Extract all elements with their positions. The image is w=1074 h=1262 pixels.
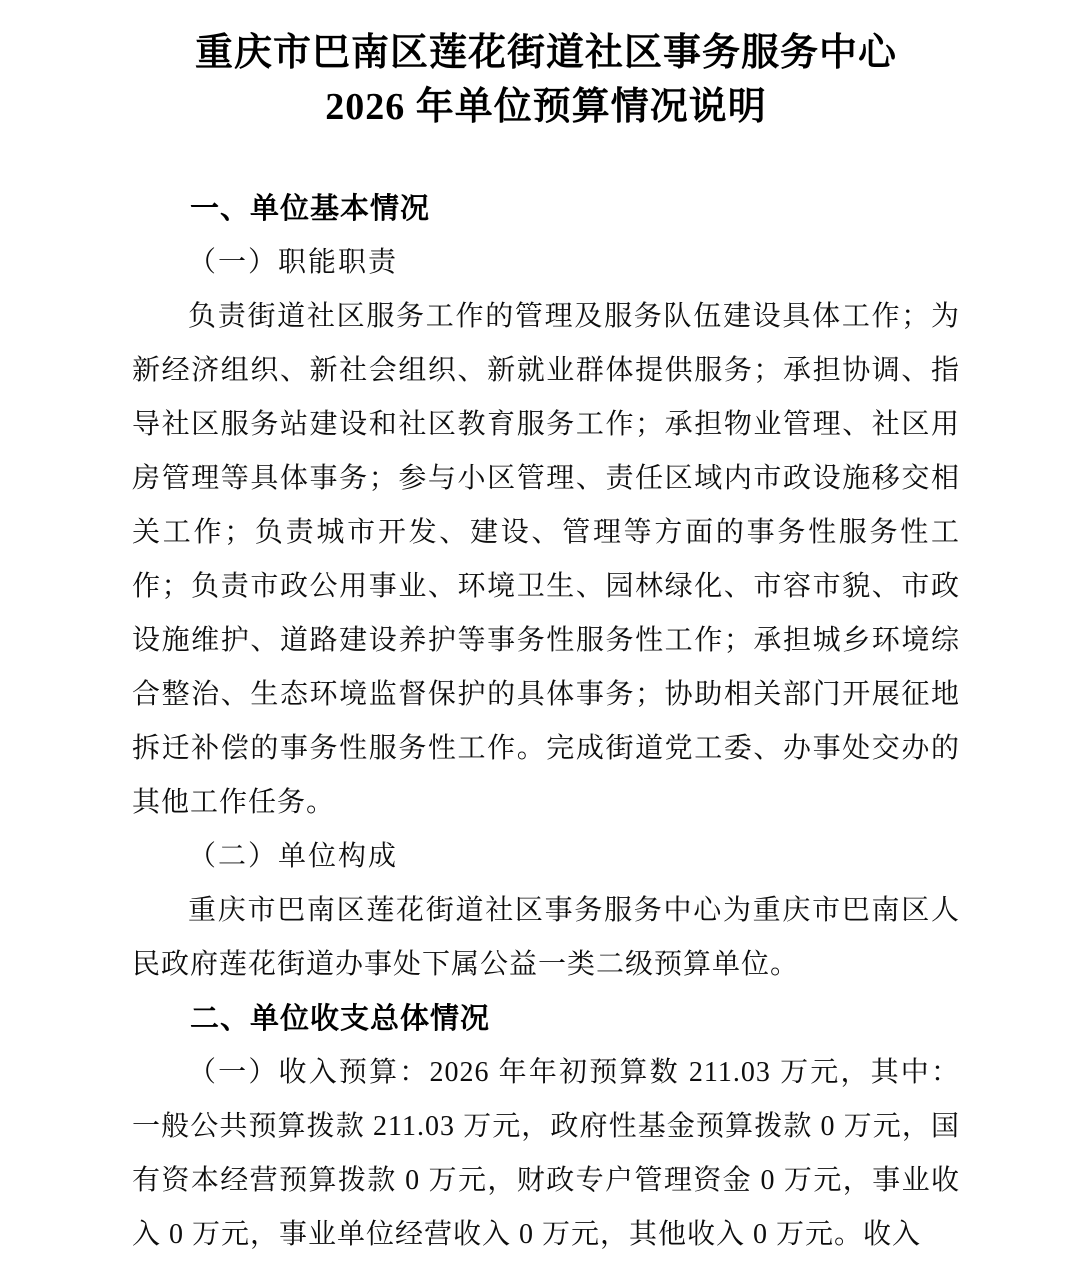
subsection-heading-functions-duties: （一）职能职责 [188,247,399,278]
subsection-heading-unit-composition: （二）单位构成 [188,841,399,872]
document-title-line-1: 重庆市巴南区莲花街道社区事务服务中心 [194,32,897,74]
section-heading-revenue-expenditure-overview: 二、单位收支总体情况 [190,1003,491,1035]
paragraph-income-budget: （一）收入预算：2026 年年初预算数 211.03 万元，其中：一般公共预算拨款 211.03 万元，政府性基金预算拨款 0 万元，国有资本经营预算拨款 0 万元，财政专户管理资金 0 万元，事业收入 0 万元，事业单位经营收入 0 万元，其他收入 0 万元。收入 [132,1057,960,1250]
document-body [132,182,960,1262]
paragraph-unit-composition: 重庆市巴南区莲花街道社区事务服务中心为重庆市巴南区人民政府莲花街道办事处下属公益一类二级预算单位。 [132,895,960,980]
document-title-line-2: 2026 年单位预算情况说明 [325,86,767,128]
document-title [132,26,960,134]
paragraph-functions-duties: 负责街道社区服务工作的管理及服务队伍建设具体工作；为新经济组织、新社会组织、新就业群体提供服务；承担协调、指导社区服务站建设和社区教育服务工作；承担物业管理、社区用房管理等具体事务；参与小区管理、责任区域内市政设施移交相关工作；负责城市开发、建设、管理等方面的事务性服务性工作；负责市政公用事业、环境卫生、园林绿化、市容市貌、市政设施维护、道路建设养护等事务性服务性工作；承担城乡环境综合整治、生态环境监督保护的具体事务；协助相关部门开展征地拆迁补偿的事务性服务性工作。完成街道党工委、办事处交办的其他工作任务。 [132,301,960,818]
section-heading-basic-information: 一、单位基本情况 [190,193,431,225]
